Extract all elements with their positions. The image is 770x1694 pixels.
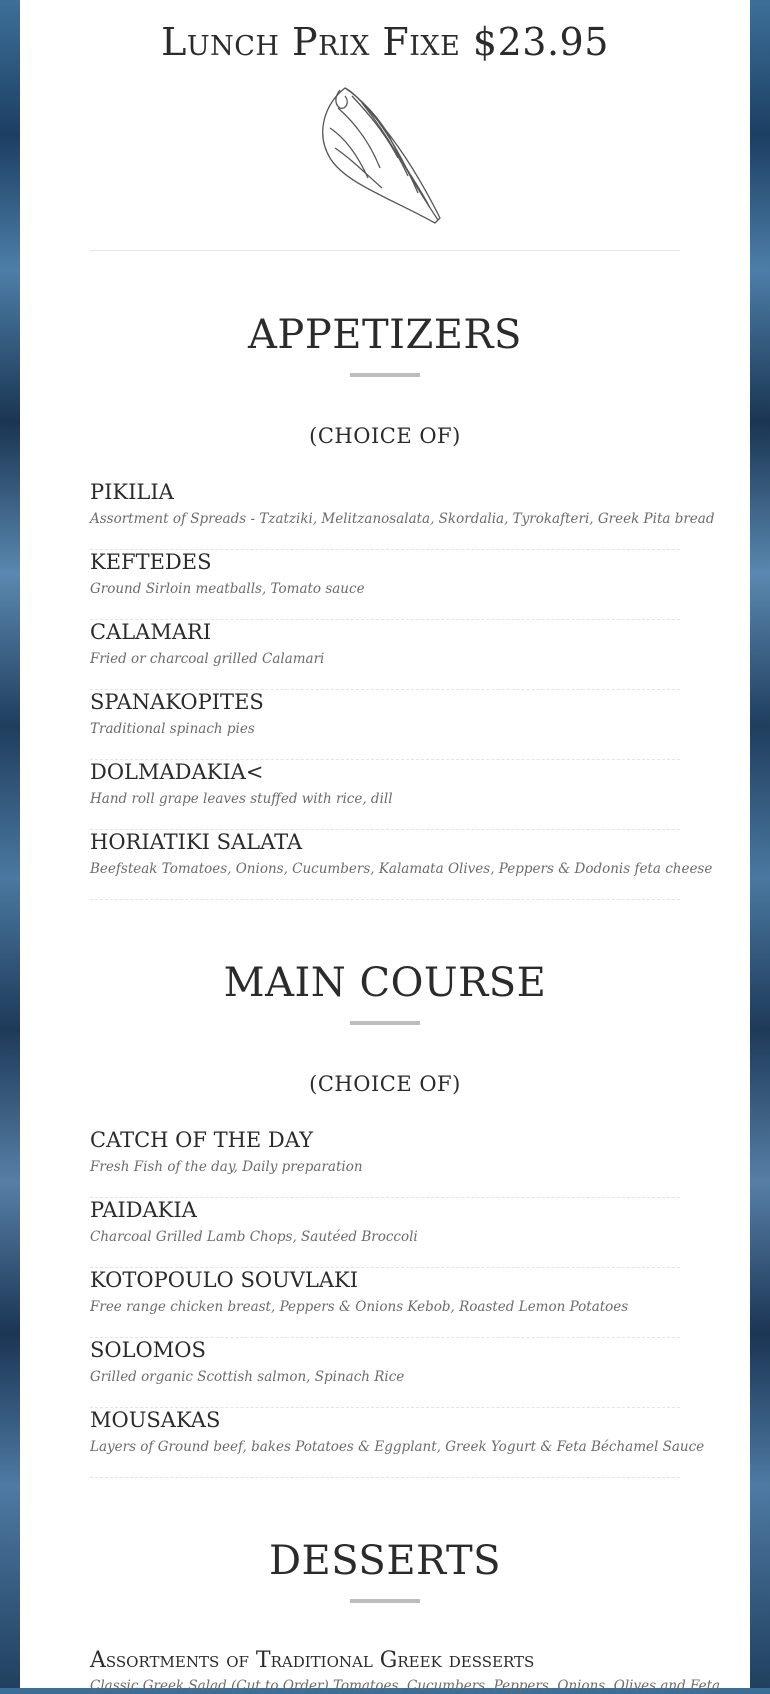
main-course-item: [90, 1268, 680, 1338]
item-name: KOTOPOULO SOUVLAKI: [90, 1268, 359, 1292]
item-description: Hand roll grape leaves stuffed with rice, dill: [90, 791, 393, 807]
menu-page: [20, 0, 750, 1694]
item-name: DOLMADAKIA<: [90, 760, 264, 784]
header-divider: [90, 250, 680, 251]
item-name: HORIATIKI SALATA: [90, 830, 303, 854]
item-description: Assortment of Spreads - Tzatziki, Melitzanosalata, Skordalia, Tyrokafteri, Greek Pita bread: [90, 511, 715, 527]
desserts-heading: DESSERTS: [268, 1538, 502, 1584]
dessert-item-description: Classic Greek Salad (Cut to Order) Tomatoes, Cucumbers, Peppers, Onions, Olives and Feta: [90, 1678, 721, 1694]
item-description: Traditional spinach pies: [90, 721, 255, 737]
appetizers-heading: APPETIZERS: [248, 312, 522, 358]
appetizer-item: [90, 760, 680, 830]
item-name: SOLOMOS: [90, 1338, 206, 1362]
item-name: PAIDAKIA: [90, 1198, 197, 1222]
item-description: Beefsteak Tomatoes, Onions, Cucumbers, Kalamata Olives, Peppers & Dodonis feta cheese: [90, 861, 713, 877]
item-description: Grilled organic Scottish salmon, Spinach Rice: [90, 1369, 405, 1385]
appetizers-choice-label: (CHOICE OF): [309, 424, 461, 448]
item-name: CATCH OF THE DAY: [90, 1128, 313, 1152]
item-description: Ground Sirloin meatballs, Tomato sauce: [90, 581, 365, 597]
seashell-icon: [310, 78, 460, 228]
item-description: Free range chicken breast, Peppers & Onions Kebob, Roasted Lemon Potatoes: [90, 1299, 629, 1315]
item-description: Fried or charcoal grilled Calamari: [90, 651, 325, 667]
item-name: SPANAKOPITES: [90, 690, 264, 714]
item-description: Fresh Fish of the day, Daily preparation: [90, 1159, 363, 1175]
appetizer-item: [90, 830, 713, 900]
menu-title: Lunch Prix Fixe $23.95: [161, 20, 609, 64]
appetizer-item: [90, 620, 680, 690]
main-course-item: [90, 1128, 680, 1198]
appetizer-item: [90, 550, 680, 620]
item-description: Charcoal Grilled Lamb Chops, Sautéed Broccoli: [90, 1229, 418, 1245]
appetizers-underbar: [350, 373, 420, 377]
desserts-underbar: [350, 1599, 420, 1603]
main-course-item: [90, 1408, 705, 1478]
main-course-heading: MAIN COURSE: [223, 960, 547, 1006]
main-course-underbar: [350, 1021, 420, 1025]
appetizer-item: [90, 690, 680, 760]
item-name: PIKILIA: [90, 480, 174, 504]
item-name: KEFTEDES: [90, 550, 212, 574]
item-name: CALAMARI: [90, 620, 212, 644]
main-course-item: [90, 1198, 680, 1268]
main-course-choice-label: (CHOICE OF): [309, 1072, 461, 1096]
appetizer-item: [90, 480, 715, 550]
dessert-item-name: Assortments of Traditional Greek desserts: [90, 1648, 535, 1673]
item-description: Layers of Ground beef, bakes Potatoes & Eggplant, Greek Yogurt & Feta Béchamel Sauce: [90, 1439, 705, 1455]
main-course-item: [90, 1338, 680, 1408]
item-name: MOUSAKAS: [90, 1408, 221, 1432]
